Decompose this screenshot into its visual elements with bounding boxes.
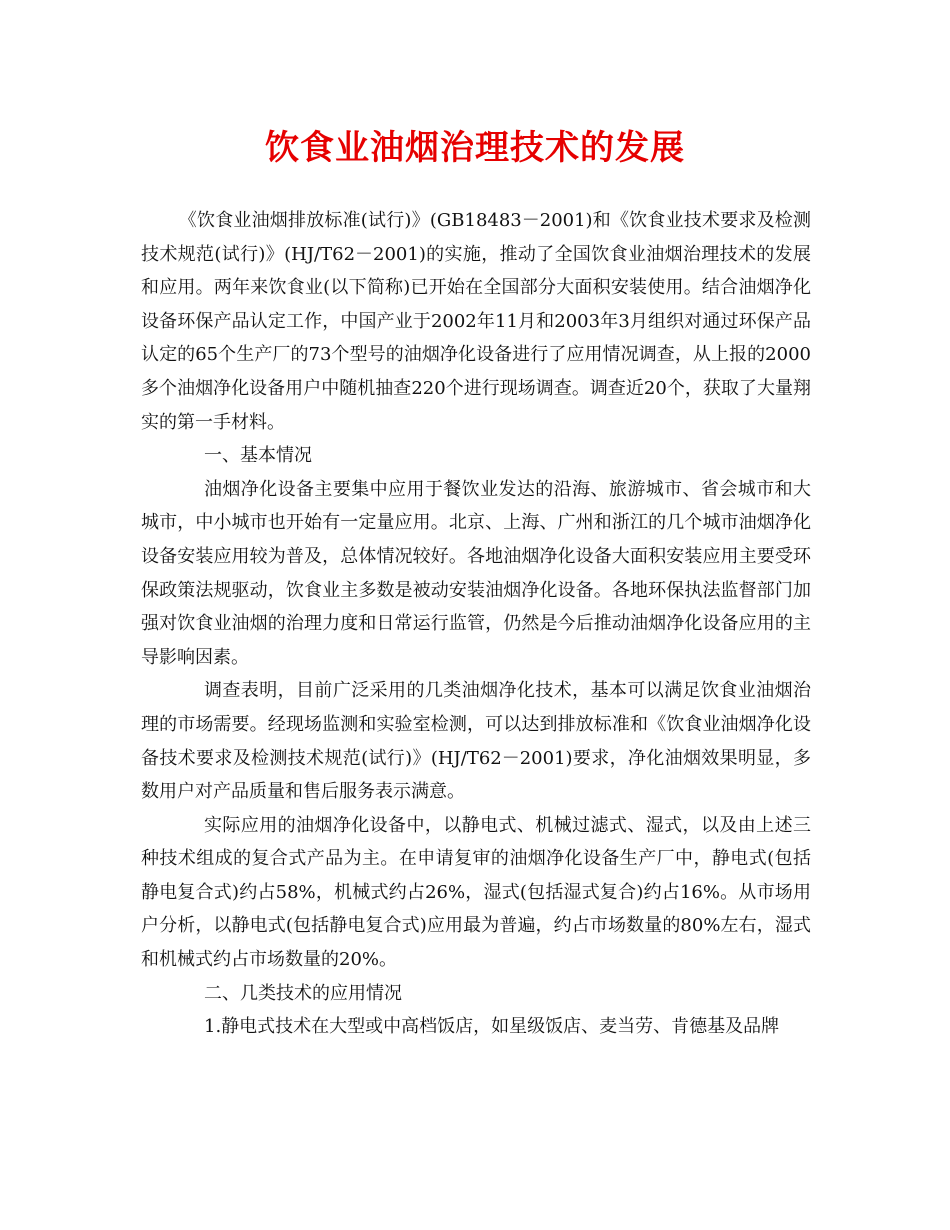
paragraph-technology-share: 实际应用的油烟净化设备中，以静电式、机械过滤式、湿式，以及由上述三种技术组成的复合式产品为主。在申请复审的油烟净化设备生产厂中，静电式(包括静电复合式)约占58%，机械式约占26%，湿式(包括湿式复合)约占16%。从市场用户分析，以静电式(包括静电复合式)应用最为普遍，约占市场数量的80%左右，湿式和机械式约占市场数量的20%。 — [141, 814, 811, 971]
section-heading-basic: 一、基本情况 — [204, 445, 312, 467]
document-body — [141, 204, 811, 1044]
section-heading-applications: 二、几类技术的应用情况 — [204, 982, 402, 1004]
paragraph-intro: 《饮食业油烟排放标准(试行)》(GB18483－2001)和《饮食业技术要求及检测技术规范(试行)》(HJ/T62－2001)的实施，推动了全国饮食业油烟治理技术的发展和应用。两年来饮食业(以下简称)已开始在全国部分大面积安装使用。结合油烟净化设备环保产品认定工作，中国产业于2002年11月和2003年3月组织对通过环保产品认定的65个生产厂的73个型号的油烟净化设备进行了应用情况调查，从上报的2000多个油烟净化设备用户中随机抽查220个进行现场调查。调查近20个，获取了大量翔实的第一手材料。 — [141, 210, 811, 433]
paragraph-survey-results: 调查表明，目前广泛采用的几类油烟净化技术，基本可以满足饮食业油烟治理的市场需要。经现场监测和实验室检测，可以达到排放标准和《饮食业油烟净化设备技术要求及检测技术规范(试行)》(HJ/T62－2001)要求，净化油烟效果明显，多数用户对产品质量和售后服务表示满意。 — [141, 680, 811, 803]
paragraph-distribution: 油烟净化设备主要集中应用于餐饮业发达的沿海、旅游城市、省会城市和大城市，中小城市也开始有一定量应用。北京、上海、广州和浙江的几个城市油烟净化设备安装应用较为普及，总体情况较好。各地油烟净化设备大面积安装应用主要受环保政策法规驱动，饮食业主多数是被动安装油烟净化设备。各地环保执法监督部门加强对饮食业油烟的治理力度和日常运行监管，仍然是今后推动油烟净化设备应用的主导影响因素。 — [141, 478, 811, 668]
paragraph-electrostatic: 1.静电式技术在大型或中高档饭店，如星级饭店、麦当劳、肯德基及品牌 — [204, 1016, 780, 1038]
document-title: 饮食业油烟治理技术的发展 — [265, 128, 685, 168]
